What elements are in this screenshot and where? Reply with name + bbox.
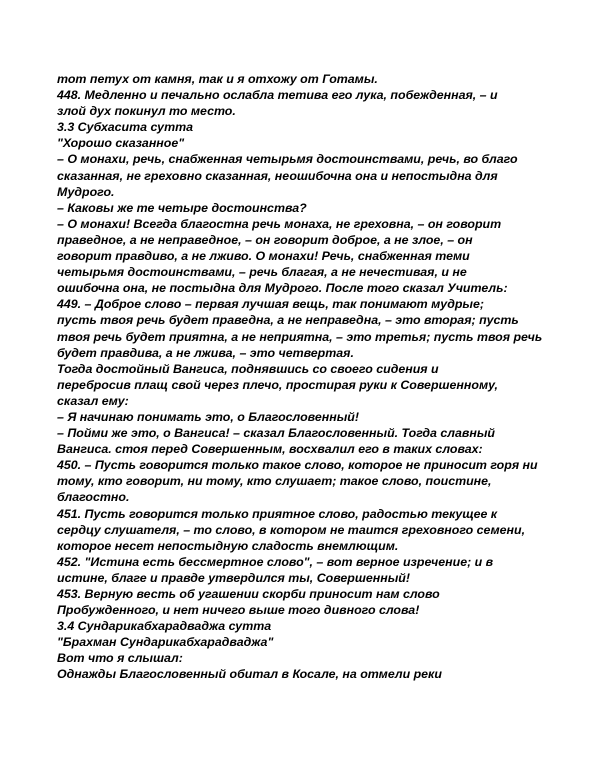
- document-text: [57, 71, 557, 683]
- verse-453-line: 453. Верную весть об угашении скорби приносит нам слово: [57, 587, 440, 601]
- text-line: ошибочна она, не постыдна для Мудрого. После того сказал Учитель:: [57, 281, 508, 296]
- text-line: злой дух покинул то место.: [57, 104, 236, 119]
- text-line: Тогда достойный Вангиса, поднявшись со своего сидения и: [57, 361, 439, 376]
- verse-450-line: 450. – Пусть говорится только такое слово, которое не приносит горя ни: [57, 458, 538, 473]
- text-line: истине, благе и правде утвердился ты, Совершенный!: [57, 570, 410, 585]
- text-line: четырьмя достоинствами, – речь благая, а не нечестивая, и не: [57, 265, 467, 280]
- text-line: – О монахи! Всегда благостна речь монаха, не греховна, – он говорит: [57, 216, 502, 231]
- text-line: Пробужденного, и нет ничего выше того дивного слова!: [57, 603, 420, 618]
- text-line: которое несет непостыдную сладость внемлющим.: [57, 538, 399, 553]
- text-line: твоя речь будет приятна, а не неприятна, – это третья; пусть твоя речь: [57, 329, 543, 344]
- verse-448-line: 448. Медленно и печально ослабла тетива его лука, побежденная, – и: [57, 88, 498, 103]
- text-line: благостно.: [57, 490, 130, 505]
- text-line: тому, кто говорит, ни тому, кто слушает; такое слово, поистине,: [57, 474, 492, 489]
- section-heading-3-4: 3.4 Сундарикабхарадваджа сутта: [57, 619, 272, 634]
- text-line: сердцу слушателя, – то слово, в котором не таится греховного семени,: [57, 522, 526, 537]
- text-line: Вангиса. стоя перед Совершенным, восхвалил его в таких словах:: [57, 442, 483, 457]
- text-line: Мудрого.: [57, 184, 115, 199]
- section-subtitle: "Хорошо сказанное": [57, 136, 185, 151]
- text-line: тот петух от камня, так и я отхожу от Готамы.: [57, 72, 378, 86]
- text-line: пусть твоя речь будет праведна, а не неправедна, – это вторая; пусть: [57, 313, 519, 328]
- text-line: Вот что я слышал:: [57, 651, 183, 666]
- text-line: сказал ему:: [57, 393, 129, 408]
- text-line: сказанная, не греховно сказанная, неошибочна она и непостыдна для: [57, 168, 498, 183]
- verse-452-line: 452. "Истина есть бессмертное слово", – вот верное изречение; и в: [57, 554, 494, 569]
- text-line: – Я начинаю понимать это, о Благословенный!: [57, 409, 359, 424]
- text-line: – О монахи, речь, снабженная четырьмя достоинствами, речь, во благо: [57, 152, 518, 167]
- section-subtitle: "Брахман Сундарикабхарадваджа": [57, 635, 274, 650]
- section-heading-3-3: 3.3 Субхасита сутта: [57, 120, 193, 135]
- verse-449-line: 449. – Доброе слово – первая лучшая вещь, так понимают мудрые;: [57, 297, 485, 312]
- text-line: праведное, а не неправедное, – он говорит доброе, а не злое, – он: [57, 232, 473, 247]
- text-line: – Пойми же это, о Вангиса! – сказал Благословенный. Тогда славный: [57, 426, 495, 441]
- text-line: – Каковы же те четыре достоинства?: [57, 200, 307, 215]
- text-line: Однажды Благословенный обитал в Косале, на отмели реки: [57, 667, 442, 682]
- text-line: перебросив плащ свой через плечо, простирая руки к Совершенному,: [57, 377, 498, 392]
- text-line: говорит правдиво, а не лживо. О монахи! Речь, снабженная теми: [57, 249, 470, 264]
- verse-451-line: 451. Пусть говорится только приятное слово, радостью текущее к: [57, 506, 498, 521]
- text-line: будет правдива, а не лжива, – это четвертая.: [57, 345, 354, 360]
